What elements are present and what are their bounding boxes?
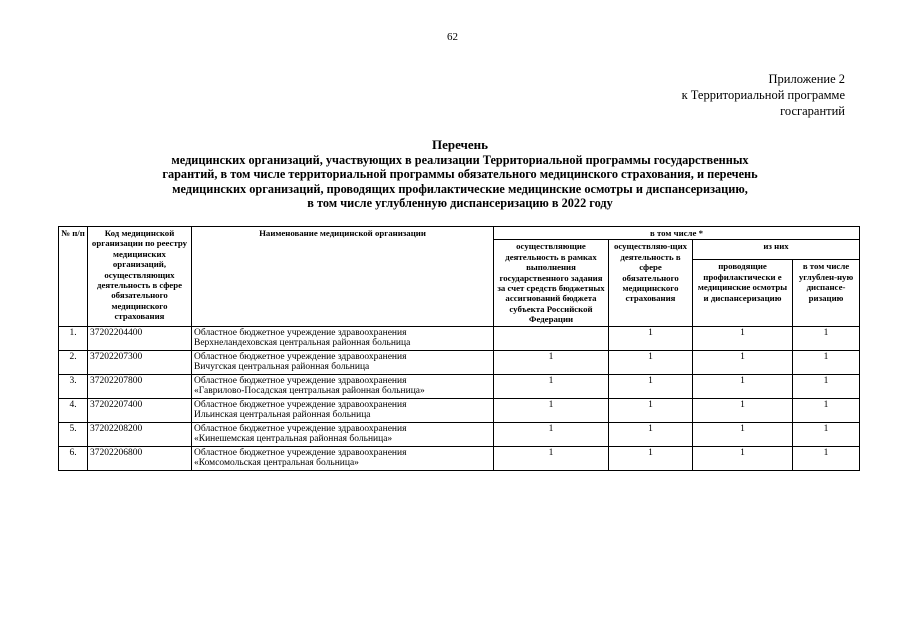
row-name-line-1: Областное бюджетное учреждение здравоохранения: [194, 423, 407, 434]
header-oms: осуществляю-щих деятельность в сфере обязательного медицинского страхования: [609, 240, 693, 326]
row-name-line-1: Областное бюджетное учреждение здравоохранения: [194, 447, 407, 458]
row-oms: 1: [609, 326, 693, 350]
row-budget: 1: [494, 374, 609, 398]
title-line-4: в том числе углубленную диспансеризацию в 2022 году: [307, 196, 613, 210]
appendix-line-1: Приложение 2: [768, 72, 845, 86]
row-oms: 1: [609, 374, 693, 398]
row-name: [192, 374, 494, 398]
row-name-line-1: Областное бюджетное учреждение здравоохранения: [194, 399, 407, 410]
header-prophylactic: проводящие профилактически е медицинские осмотры и диспансеризацию: [693, 260, 793, 326]
row-deep: 1: [793, 422, 860, 446]
row-prophylactic: 1: [693, 422, 793, 446]
row-name-line-2: «Кинешемская центральная районная больница»: [194, 434, 393, 445]
table-row: [59, 398, 860, 422]
row-code: 37202207400: [88, 398, 192, 422]
row-oms: 1: [609, 422, 693, 446]
row-prophylactic: 1: [693, 326, 793, 350]
row-name: [192, 350, 494, 374]
row-prophylactic: 1: [693, 446, 793, 470]
organizations-table: [58, 226, 860, 471]
header-num: № п/п: [59, 227, 88, 327]
row-oms: 1: [609, 446, 693, 470]
row-name-line-2: «Гаврилово-Посадская центральная районная больница»: [194, 386, 425, 397]
row-num: 3.: [59, 374, 88, 398]
header-name: Наименование медицинской организации: [192, 227, 494, 327]
row-name: [192, 422, 494, 446]
row-deep: 1: [793, 374, 860, 398]
row-name: [192, 326, 494, 350]
header-deep: в том числе углублен-ную диспансе-ризацию: [793, 260, 860, 326]
row-deep: 1: [793, 326, 860, 350]
row-code: 37202204400: [88, 326, 192, 350]
row-name-line-1: Областное бюджетное учреждение здравоохранения: [194, 327, 407, 338]
header-code: Код медицинской организации по реестру медицинских организаций, осуществляющих деятельность в сфере обязательного медицинского страхования: [88, 227, 192, 327]
page-number: 62: [447, 31, 458, 43]
row-budget: 1: [494, 446, 609, 470]
row-name-line-1: Областное бюджетное учреждение здравоохранения: [194, 375, 407, 386]
row-name-line-2: Верхнеландеховская центральная районная больница: [194, 338, 411, 349]
row-deep: 1: [793, 446, 860, 470]
row-name: [192, 446, 494, 470]
row-num: 4.: [59, 398, 88, 422]
table-row: [59, 374, 860, 398]
row-prophylactic: 1: [693, 398, 793, 422]
row-budget: 1: [494, 350, 609, 374]
title-line-1: медицинских организаций, участвующих в реализации Территориальной программы государственных: [171, 152, 749, 167]
header-of-them: из них: [693, 240, 860, 260]
row-name-line-1: Областное бюджетное учреждение здравоохранения: [194, 351, 407, 362]
appendix-line-3: госгарантий: [780, 104, 845, 118]
row-name: [192, 398, 494, 422]
row-code: 37202207800: [88, 374, 192, 398]
row-name-line-2: Ильинская центральная районная больница: [194, 410, 371, 421]
row-num: 1.: [59, 326, 88, 350]
table-row: [59, 446, 860, 470]
row-prophylactic: 1: [693, 350, 793, 374]
row-num: 5.: [59, 422, 88, 446]
title-line-3: медицинских организаций, проводящих профилактические медицинские осмотры и диспансеризацию,: [172, 181, 748, 196]
header-budget: осуществляющие деятельность в рамках выполнения государственного задания за счет средств бюджетных ассигнований бюджета субъекта Российской Федерации: [494, 240, 609, 326]
row-oms: 1: [609, 398, 693, 422]
table-row: [59, 326, 860, 350]
table-row: [59, 422, 860, 446]
row-num: 6.: [59, 446, 88, 470]
row-code: 37202207300: [88, 350, 192, 374]
row-budget: 1: [494, 422, 609, 446]
appendix-line-2: к Территориальной программе: [681, 88, 845, 102]
row-name-line-2: Вичугская центральная районная больница: [194, 362, 370, 373]
table-row: [59, 350, 860, 374]
row-code: 37202206800: [88, 446, 192, 470]
title-main: Перечень: [431, 137, 489, 152]
row-budget: [494, 326, 609, 350]
title-line-2: гарантий, в том числе территориальной программы обязательного медицинского страхования, и перечень: [162, 167, 758, 181]
header-including: в том числе *: [494, 227, 860, 240]
row-deep: 1: [793, 350, 860, 374]
row-oms: 1: [609, 350, 693, 374]
row-budget: 1: [494, 398, 609, 422]
row-name-line-2: «Комсомольская центральная больница»: [194, 458, 359, 469]
row-deep: 1: [793, 398, 860, 422]
row-num: 2.: [59, 350, 88, 374]
row-code: 37202208200: [88, 422, 192, 446]
row-prophylactic: 1: [693, 374, 793, 398]
document-title: [70, 138, 850, 211]
appendix-heading: [682, 71, 845, 119]
